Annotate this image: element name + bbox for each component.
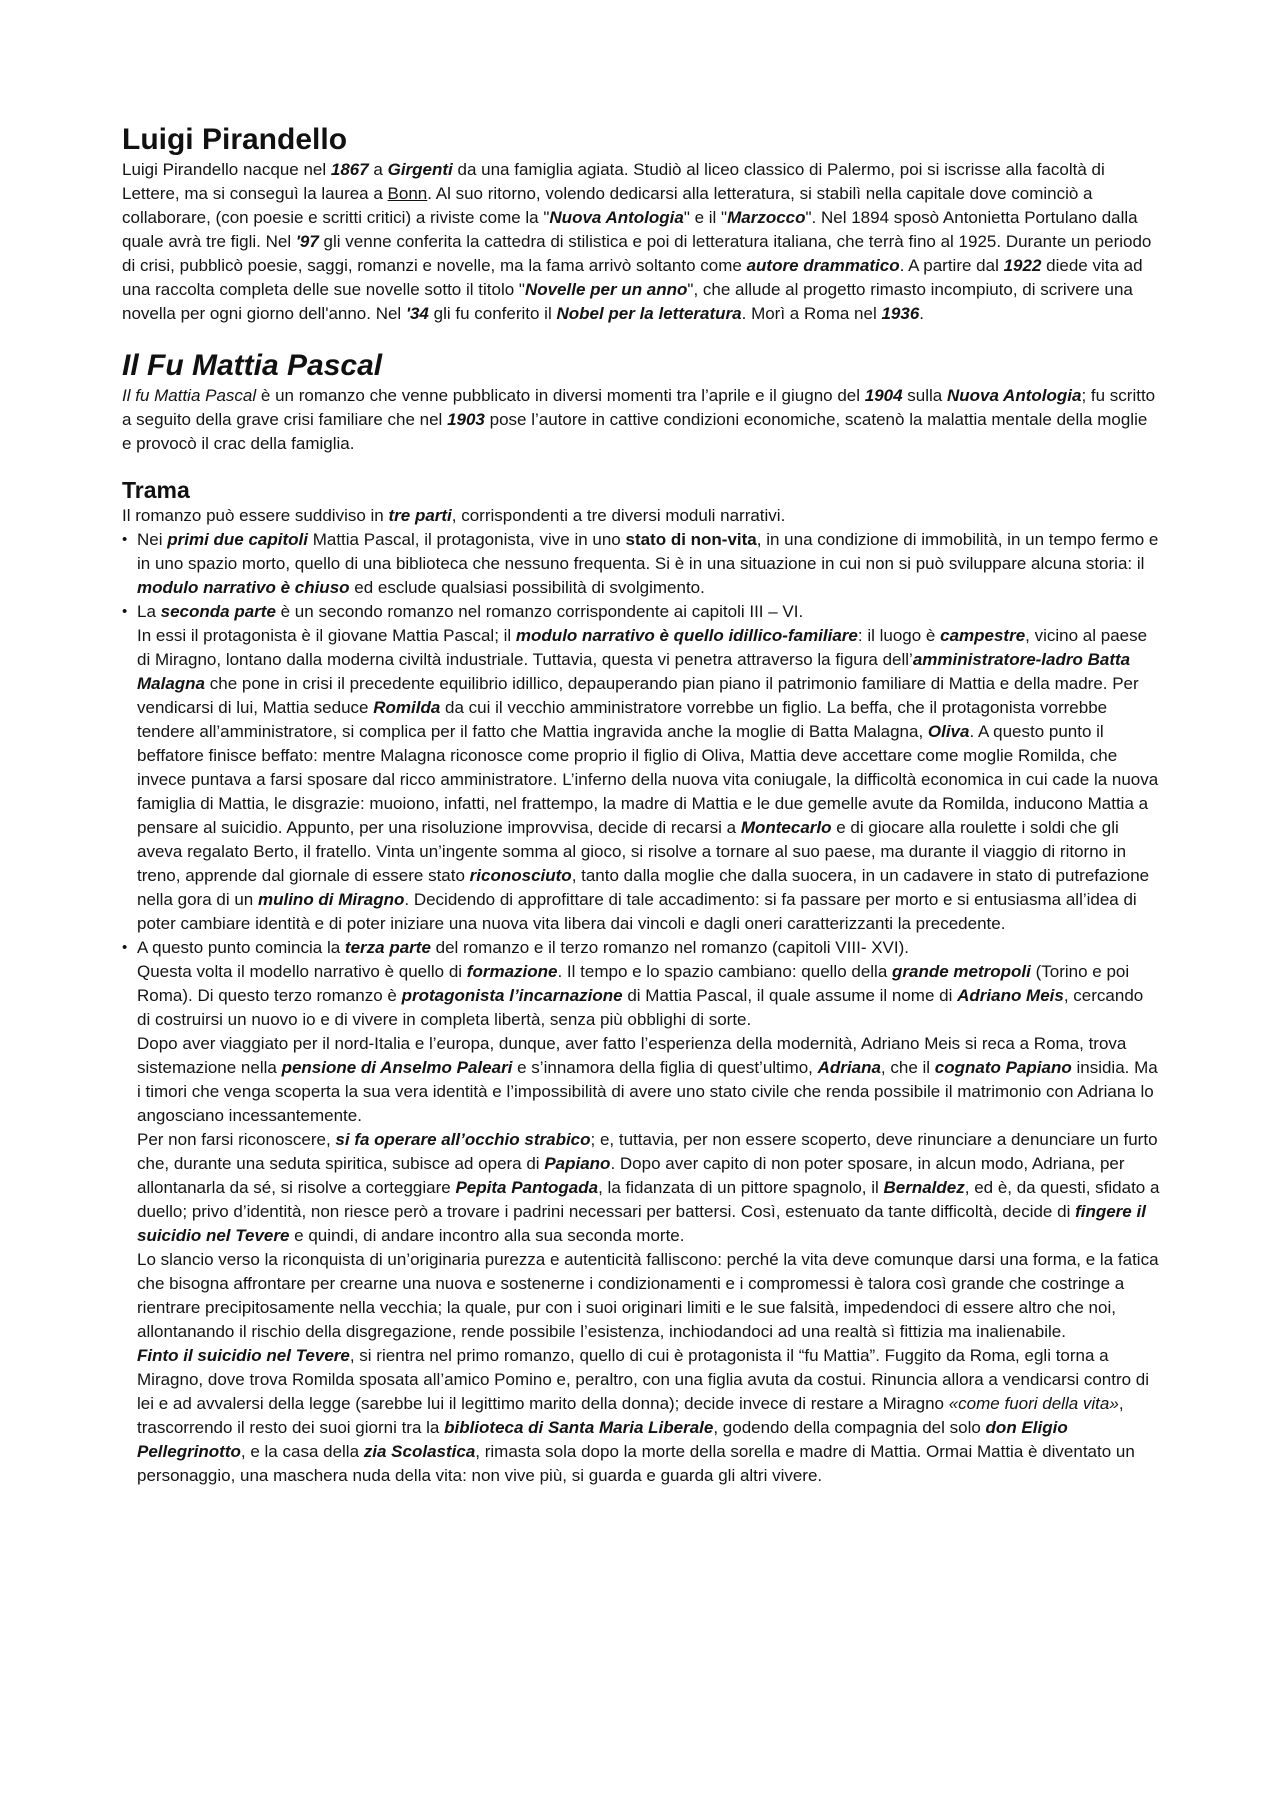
emph-riconosciuto: riconosciuto bbox=[469, 866, 572, 885]
part-three-paragraph-2 bbox=[137, 1032, 1160, 1128]
trama-list bbox=[122, 528, 1160, 1488]
list-item-part-two bbox=[122, 600, 1160, 936]
part-three-line bbox=[137, 936, 1160, 960]
text: a bbox=[368, 160, 388, 179]
emph-montecarlo: Montecarlo bbox=[740, 818, 832, 837]
heading-luigi-pirandello: Luigi Pirandello bbox=[122, 123, 348, 156]
text: : il luogo è bbox=[857, 626, 941, 645]
section-trama bbox=[122, 476, 1160, 1488]
text: . Il tempo e lo spazio cambiano: quello della bbox=[557, 962, 893, 981]
link-bonn[interactable]: Bonn bbox=[387, 184, 428, 203]
heading-trama: Trama bbox=[122, 477, 190, 503]
text: Mattia Pascal, il protagonista, vive in uno bbox=[307, 530, 626, 549]
emph-fingere-suicidio: fingere il suicidio nel Tevere bbox=[137, 1202, 1146, 1245]
emph-seconda-parte: seconda parte bbox=[160, 602, 276, 621]
emph-year-34: '34 bbox=[405, 304, 429, 323]
emph-grande-metropoli: grande metropoli bbox=[892, 962, 1031, 981]
text: ed esclude qualsiasi possibilità di svolgimento. bbox=[349, 578, 705, 597]
emph-modulo-idillico: modulo narrativo è quello idillico-familiare bbox=[515, 626, 858, 645]
emph-adriano-meis: Adriano Meis bbox=[957, 986, 1064, 1005]
emph-terza-parte: terza parte bbox=[344, 938, 431, 957]
text: , e la casa della bbox=[240, 1442, 364, 1461]
emph-modulo-chiuso: modulo narrativo è chiuso bbox=[137, 578, 350, 597]
text: , corrispondenti a tre diversi moduli narrativi. bbox=[451, 506, 786, 525]
emph-year-1867: 1867 bbox=[330, 160, 369, 179]
emph-nuova-antologia: Nuova Antologia bbox=[549, 208, 684, 227]
text: è un romanzo che venne pubblicato in diversi momenti tra l’aprile e il giugno del bbox=[256, 386, 865, 405]
emph-girgenti: Girgenti bbox=[387, 160, 453, 179]
emph-adriana: Adriana bbox=[817, 1058, 881, 1077]
list-item-part-three bbox=[122, 936, 1160, 1488]
text: diede vita ad una raccolta completa delle sue novelle sotto il titolo " bbox=[122, 256, 1143, 299]
emph-marzocco: Marzocco bbox=[727, 208, 806, 227]
text: , ed è, da questi, sfidato a duello; privo d’identità, non riesce però a trovare i padrini necessari per battersi. Così, estenuato da tante difficoltà, decide di bbox=[137, 1178, 1160, 1221]
text: sulla bbox=[902, 386, 947, 405]
text: , la fidanzata di un pittore spagnolo, il bbox=[598, 1178, 884, 1197]
text: , che il bbox=[880, 1058, 935, 1077]
text: gli venne conferita la cattedra di stilistica e poi di letteratura italiana, che terrà fino al 1925. Durante un periodo di crisi, pubblicò poesie, saggi, romanzi e novelle, ma la fama arrivò soltanto come bbox=[122, 232, 1152, 275]
section-biography bbox=[122, 122, 1160, 326]
emph-finto-suicidio: Finto il suicidio nel Tevere bbox=[137, 1346, 350, 1365]
text: di Mattia Pascal, il quale assume il nome di bbox=[622, 986, 958, 1005]
text: , rimasta sola dopo la morte della sorella e madre di Mattia. Ormai Mattia è diventato un personaggio, una maschera nuda della vita: non vive più, si guarda e guarda gli altri vivere. bbox=[137, 1442, 1135, 1485]
emph-year-1904: 1904 bbox=[864, 386, 903, 405]
text: pose l’autore in cattive condizioni economiche, scatenò la malattia mentale della moglie e provocò il crac della famiglia. bbox=[122, 410, 1148, 453]
text: . Morì a Roma nel bbox=[741, 304, 882, 323]
text: Dopo aver viaggiato per il nord-Italia e l’europa, dunque, aver fatto l’esperienza della modernità, Adriano Meis si reca a Roma, trova sistemazione nella bbox=[137, 1034, 1127, 1077]
text: Lo slancio verso la riconquista di un’originaria purezza e autenticità falliscono: perché la vita deve comunque darsi una forma, e la fatica che bisogna affrontare per crearne una nuova e sostenerne i condizionamenti e i compromessi è talora così grande che costringe a rientrare precipitosamente nella vecchia; la quale, pur con i suoi originari limiti e le sue falsità, impedendoci di essere altro che noi, allontanando il rischio della disgregazione, rende possibile l’esistenza, inchiodandoci ad una realtà sì fittizia ma inalienabile. bbox=[137, 1250, 1159, 1341]
text: Questa volta il modello narrativo è quello di bbox=[137, 962, 467, 981]
novel-intro-paragraph bbox=[122, 384, 1160, 456]
text: , cercando di costruirsi un nuovo io e di vivere in completa libertà, senza più obblighi di sorte. bbox=[137, 986, 1144, 1029]
biography-paragraph bbox=[122, 158, 1160, 326]
text: Nei bbox=[137, 530, 168, 549]
part-three-paragraph-1 bbox=[137, 960, 1160, 1032]
text: La bbox=[137, 602, 161, 621]
emph-papiano: Papiano bbox=[544, 1154, 611, 1173]
text: Luigi Pirandello nacque nel bbox=[122, 160, 331, 179]
text: e s’innamora della figlia di quest’ultimo, bbox=[512, 1058, 818, 1077]
heading-il-fu-mattia-pascal: Il Fu Mattia Pascal bbox=[122, 349, 383, 382]
text: In essi il protagonista è il giovane Mattia Pascal; il bbox=[137, 626, 516, 645]
text: del romanzo e il terzo romanzo nel romanzo (capitoli VIII- XVI). bbox=[430, 938, 909, 957]
text: , trascorrendo il resto dei suoi giorni tra la bbox=[137, 1394, 1124, 1437]
list-item-part-one bbox=[122, 528, 1160, 600]
text: gli fu conferito il bbox=[428, 304, 557, 323]
text: . A partire dal bbox=[899, 256, 1004, 275]
part-three-paragraph-4 bbox=[137, 1248, 1160, 1344]
emph-pepita-pantogada: Pepita Pantogada bbox=[455, 1178, 599, 1197]
text: , si rientra nel primo romanzo, quello di cui è protagonista il “fu Mattia”. Fuggito da Roma, egli torna a Miragno, dove trova Romilda sposata all’amico Pomino e, peraltro, con una figlia avuta da costui. Rinuncia allora a vendicarsi contro di lei e ad avvalersi della legge (sarebbe lui il legittimo marito della donna); decide invece di restare a Miragno bbox=[137, 1346, 1150, 1413]
text: e di giocare alla roulette i soldi che gli aveva regalato Berto, il fratello. Vinta un’ingente somma al gioco, si risolve a tornare al suo paese, ma durante il viaggio di ritorno in treno, apprende dal giornale di essere stato bbox=[137, 818, 1127, 885]
emph-cognato-papiano: cognato Papiano bbox=[934, 1058, 1072, 1077]
text: Per non farsi riconoscere, bbox=[137, 1130, 336, 1149]
text: è un secondo romanzo nel romanzo corrispondente ai capitoli III – VI. bbox=[275, 602, 804, 621]
emph-biblioteca: biblioteca di Santa Maria Liberale bbox=[444, 1418, 714, 1437]
emph-zia-scolastica: zia Scolastica bbox=[363, 1442, 476, 1461]
part-three-paragraph-5 bbox=[137, 1344, 1160, 1488]
text: , in una condizione di immobilità, in un tempo fermo e in uno spazio morto, quello di una biblioteca che nessuno frequenta. Si è in una situazione in cui non si può sviluppare alcuna storia: il bbox=[137, 530, 1159, 573]
part-two-paragraph bbox=[137, 624, 1160, 936]
emph-primi-due-capitoli: primi due capitoli bbox=[167, 530, 308, 549]
emph-nuova-antologia: Nuova Antologia bbox=[947, 386, 1082, 405]
emph-bernaldez: Bernaldez bbox=[883, 1178, 965, 1197]
text: che pone in crisi il precedente equilibrio idillico, depauperando pian piano il patrimonio familiare di Mattia e della madre. Per vendicarsi di lui, Mattia seduce bbox=[137, 674, 1139, 717]
emph-romilda: Romilda bbox=[373, 698, 441, 717]
emph-campestre: campestre bbox=[940, 626, 1026, 645]
text: ". Nel 1894 sposò Antonietta Portulano dalla quale avrà tre figli. Nel bbox=[122, 208, 1138, 251]
text: Il romanzo può essere suddiviso in bbox=[122, 506, 389, 525]
emph-occhio-strabico: si fa operare all’occhio strabico bbox=[335, 1130, 591, 1149]
emph-mulino-di-miragno: mulino di Miragno bbox=[257, 890, 405, 909]
emph-stato-di-non-vita: stato di non-vita bbox=[625, 530, 757, 549]
text: . Decidendo di approfittare di tale accadimento: si fa passare per morto e si entusiasma all’idea di poter cambiare identità e di poter iniziare una nuova vita libera dai vincoli e dagli oneri caratterizzanti la precedente. bbox=[137, 890, 1137, 933]
text: ; fu scritto a seguito della grave crisi familiare che nel bbox=[122, 386, 1156, 429]
text: e quindi, di andare incontro alla sua seconda morte. bbox=[289, 1226, 685, 1245]
text: ", che allude al progetto rimasto incompiuto, di scrivere una novella per ogni giorno dell'anno. Nel bbox=[122, 280, 1133, 323]
text: da cui il vecchio amministratore vorrebbe un figlio. La beffa, che il protagonista vorrebbe tendere all’amministratore, si complica per il fatto che Mattia ingravida anche la moglie di Batta Malagna, bbox=[137, 698, 1108, 741]
text: ; e, tuttavia, per non essere scoperto, deve rinunciare a denunciare un furto che, durante una seduta spiritica, subisce ad opera di bbox=[137, 1130, 1158, 1173]
emph-formazione: formazione bbox=[466, 962, 558, 981]
text: . bbox=[919, 304, 925, 323]
emph-pensione-paleari: pensione di Anselmo Paleari bbox=[281, 1058, 513, 1077]
section-il-fu-mattia-pascal bbox=[122, 348, 1160, 456]
text: da una famiglia agiata. Studiò al liceo classico di Palermo, poi si iscrisse alla facoltà di Lettere, ma si conseguì la laurea a bbox=[122, 160, 1105, 203]
text: , vicino al paese di Miragno, lontano dalla moderna civiltà industriale. Tuttavia, questa vi penetra attraverso la figura dell’ bbox=[137, 626, 1148, 669]
text: . Dopo aver capito di non poter sposare, in alcun modo, Adriana, per allontanarla da sé, si risolve a corteggiare bbox=[137, 1154, 1125, 1197]
text: A questo punto comincia la bbox=[137, 938, 345, 957]
text: . Al suo ritorno, volendo dedicarsi alla letteratura, si stabilì nella capitale dove cominciò a collaborare, (con poesie e scritti critici) a riviste come la " bbox=[122, 184, 1093, 227]
part-three-paragraph-3 bbox=[137, 1128, 1160, 1248]
emph-novelle-per-un-anno: Novelle per un anno bbox=[524, 280, 688, 299]
emph-don-eligio: don Eligio Pellegrinotto bbox=[137, 1418, 1068, 1461]
emph-title-italic: Il fu Mattia Pascal bbox=[122, 386, 257, 405]
text: (Torino e poi Roma). Di questo terzo romanzo è bbox=[137, 962, 1130, 1005]
emph-batta-malagna: amministratore-ladro Batta Malagna bbox=[137, 650, 1131, 693]
text: . A questo punto il beffatore finisce beffato: mentre Malagna riconosce come proprio il figlio di Oliva, Mattia deve accettare come moglie Romilda, che invece puntava a farsi sposare dal ricco amministratore. L’inferno della nuova vita coniugale, la difficoltà economica in cui cade la nuova famiglia di Mattia, le disgrazie: muoiono, infatti, nel frattempo, la madre di Mattia e le due gemelle avute da Romilda, inducono Mattia a pensare al suicidio. Appunto, per una risoluzione improvvisa, decide di recarsi a bbox=[137, 722, 1159, 837]
text: , tanto dalla moglie che dalla suocera, in un cadavere in stato di putrefazione nella gora di un bbox=[137, 866, 1150, 909]
emph-oliva: Oliva bbox=[927, 722, 970, 741]
part-two-line bbox=[137, 600, 1160, 624]
emph-year-1922: 1922 bbox=[1003, 256, 1042, 275]
emph-nobel: Nobel per la letteratura bbox=[556, 304, 742, 323]
emph-fuori-della-vita: «come fuori della vita» bbox=[948, 1394, 1119, 1413]
text: " e il " bbox=[683, 208, 728, 227]
text: insidia. Ma i timori che venga scoperta la sua vera identità e l’impossibilità di avere uno stato civile che renda possibile il matrimonio con Adriana lo angosciano incessantemente. bbox=[137, 1058, 1158, 1125]
text: , godendo della compagnia del solo bbox=[713, 1418, 986, 1437]
emph-year-1903: 1903 bbox=[447, 410, 485, 429]
emph-protagonista-incarnazione: protagonista l’incarnazione bbox=[401, 986, 623, 1005]
emph-autore-drammatico: autore drammatico bbox=[746, 256, 900, 275]
trama-intro bbox=[122, 504, 1160, 528]
emph-year-1936: 1936 bbox=[881, 304, 920, 323]
emph-tre-parti: tre parti bbox=[388, 506, 452, 525]
emph-year-97: '97 bbox=[295, 232, 319, 251]
